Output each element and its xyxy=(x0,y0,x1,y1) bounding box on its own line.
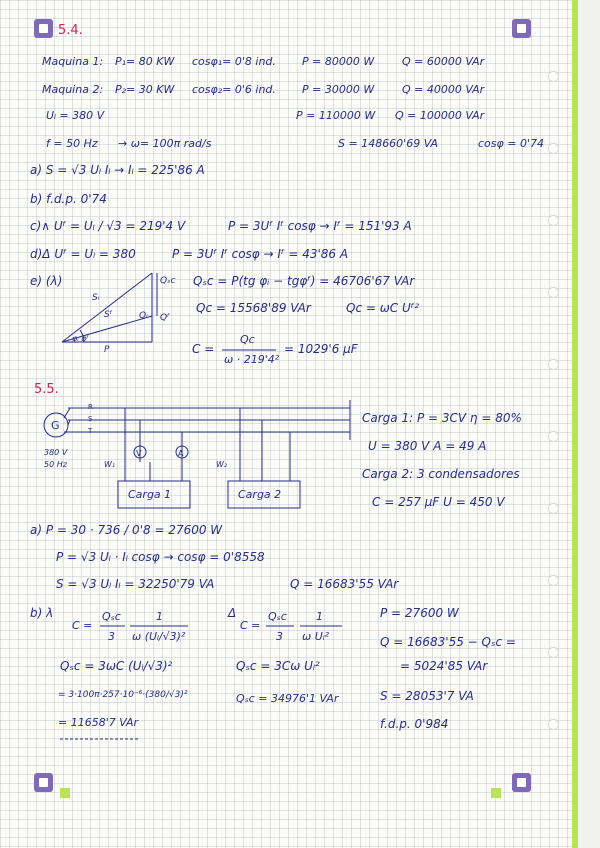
star-c-den2: ω (Uₗ/√3)² xyxy=(132,630,186,643)
result-pf: f.d.p. 0'984 xyxy=(380,717,449,731)
machine-2-cos: cosφ₂= 0'6 ind. xyxy=(192,83,276,96)
line-label-r: R xyxy=(88,403,93,411)
qc-value: Qᴄ = 15568'89 VAr xyxy=(196,301,311,315)
capacitance-result: = 1029'6 μF xyxy=(284,342,358,356)
exercise-5-4-title: 5.4. xyxy=(58,23,83,38)
answer-5-5-b-star-head: b) λ xyxy=(30,606,54,620)
wattmeter-2-label: W₂ xyxy=(216,460,228,469)
answer-d-phase-voltage: d)Δ Uᶠ = Uₗ = 380 xyxy=(30,247,136,261)
angular-frequency: → ω= 100π rad/s xyxy=(118,137,212,150)
wattmeter-1-label: W₁ xyxy=(104,460,116,469)
result-s: S = 28053'7 VA xyxy=(380,689,474,703)
load-1-specs-2: U = 380 V A = 49 A xyxy=(368,439,487,453)
delta-c-num2: 1 xyxy=(316,610,323,623)
star-c-lhs: C = xyxy=(72,619,93,632)
capacitance-numerator: Qᴄ xyxy=(240,333,255,346)
load-1-label: Carga 1 xyxy=(128,488,172,501)
answer-5-5-a-apparent: S = √3 Uₗ Iₗ = 32250'79 VA xyxy=(56,577,215,591)
triangle-label-qsc: Qₛᴄ xyxy=(160,276,176,286)
result-p: P = 27600 W xyxy=(380,606,459,620)
machine-2-p-watts: P = 30000 W xyxy=(302,83,375,96)
triangle-label-p: P xyxy=(104,345,110,355)
answer-d-phase-current: P = 3Uᶠ Iᶠ cosφ → Iᶠ = 43'86 A xyxy=(172,247,349,261)
generator-frequency: 50 Hz xyxy=(44,460,67,469)
star-qsc-formula: Qₛᴄ = 3ωC (Uₗ/√3)² xyxy=(60,659,173,673)
star-c-den1: 3 xyxy=(108,630,115,643)
total-p: P = 110000 W xyxy=(296,109,376,122)
delta-c-num1: Qₛᴄ xyxy=(268,610,287,623)
star-c-num1: Qₛᴄ xyxy=(102,610,121,623)
generator-voltage: 380 V xyxy=(44,448,68,457)
load-1-specs: Carga 1: P = 3CV η = 80% xyxy=(362,411,522,425)
load-2-specs: Carga 2: 3 condensadores xyxy=(362,467,520,481)
machine-1-label: Maquina 1: xyxy=(42,55,104,68)
delta-qsc-formula: Qₛᴄ = 3Cω Uₗ² xyxy=(236,659,320,673)
answer-5-5-a-power: a) P = 30 · 736 / 0'8 = 27600 W xyxy=(30,523,223,537)
answer-c-phase-voltage: c)∧ Uᶠ = Uₗ / √3 = 219'4 V xyxy=(30,219,186,233)
capacitance-lhs: C = xyxy=(192,342,215,356)
line-voltage: Uₗ = 380 V xyxy=(46,109,105,122)
line-label-t: T xyxy=(88,427,93,435)
star-qsc-values: = 3·100π·257·10⁻⁶·(380/√3)² xyxy=(58,690,188,700)
voltmeter-label: V xyxy=(136,449,142,458)
qc-formula: Qᴄ = ωC Uᶠ² xyxy=(346,301,420,315)
triangle-label-sf: Sᶠ xyxy=(104,310,113,320)
triangle-label-angles: φᵢ φᶠ xyxy=(72,334,89,343)
line-label-s: S xyxy=(88,415,93,423)
answer-5-5-a-cos: P = √3 Uₗ · Iₗ cosφ → cosφ = 0'8558 xyxy=(56,550,265,564)
answer-c-phase-current: P = 3Uᶠ Iᶠ cosφ → Iᶠ = 151'93 A xyxy=(228,219,412,233)
delta-c-den2: ω Uₗ² xyxy=(302,630,329,643)
load-2-label: Carga 2 xyxy=(238,488,282,501)
ammeter-label: A xyxy=(178,449,184,458)
delta-qsc-result: Qₛᴄ = 34976'1 VAr xyxy=(236,692,339,705)
delta-c-lhs: C = xyxy=(240,619,261,632)
answer-e-label: e) (λ) xyxy=(30,274,63,288)
answer-b: b) f.d.p. 0'74 xyxy=(30,192,107,206)
qsc-equation: Qₛᴄ = P(tg φᵢ − tgφᶠ) = 46706'67 VAr xyxy=(193,274,415,288)
load-2-specs-2: C = 257 μF U = 450 V xyxy=(372,495,505,509)
answer-a: a) S = √3 Uₗ Iₗ → Iₗ = 225'86 A xyxy=(30,163,205,177)
machine-1-reactive: Q = 60000 VAr xyxy=(402,55,485,68)
generator-label: G xyxy=(51,419,60,432)
star-qsc-result: = 11658'7 VAr xyxy=(58,716,139,729)
machine-2-label: Maquina 2: xyxy=(42,83,104,96)
delta-c-den1: 3 xyxy=(276,630,283,643)
triangle-label-qf: Qᶠ xyxy=(160,313,170,323)
result-q-value: = 5024'85 VAr xyxy=(400,659,488,673)
machine-2-power: P₂= 30 KW xyxy=(115,83,175,96)
frequency: f = 50 Hz xyxy=(46,137,98,150)
triangle-label-s: Sᵢ xyxy=(92,293,100,303)
total-s: S = 148660'69 VA xyxy=(338,137,439,150)
capacitance-denominator: ω · 219'4² xyxy=(224,353,280,366)
result-q-formula: Q = 16683'55 − Qₛᴄ = xyxy=(380,635,516,649)
answer-5-5-b-delta-head: Δ xyxy=(228,606,237,620)
total-q: Q = 100000 VAr xyxy=(395,109,485,122)
machine-2-reactive: Q = 40000 VAr xyxy=(402,83,485,96)
power-factor: cosφ = 0'74 xyxy=(478,137,544,150)
machine-1-power: P₁= 80 KW xyxy=(115,55,175,68)
exercise-5-5-title: 5.5. xyxy=(34,382,59,397)
answer-5-5-a-reactive: Q = 16683'55 VAr xyxy=(290,577,399,591)
triangle-label-qi: Qᵢ xyxy=(139,311,148,321)
machine-1-cos: cosφ₁= 0'8 ind. xyxy=(192,55,276,68)
star-c-num2: 1 xyxy=(156,610,163,623)
machine-1-p-watts: P = 80000 W xyxy=(302,55,375,68)
